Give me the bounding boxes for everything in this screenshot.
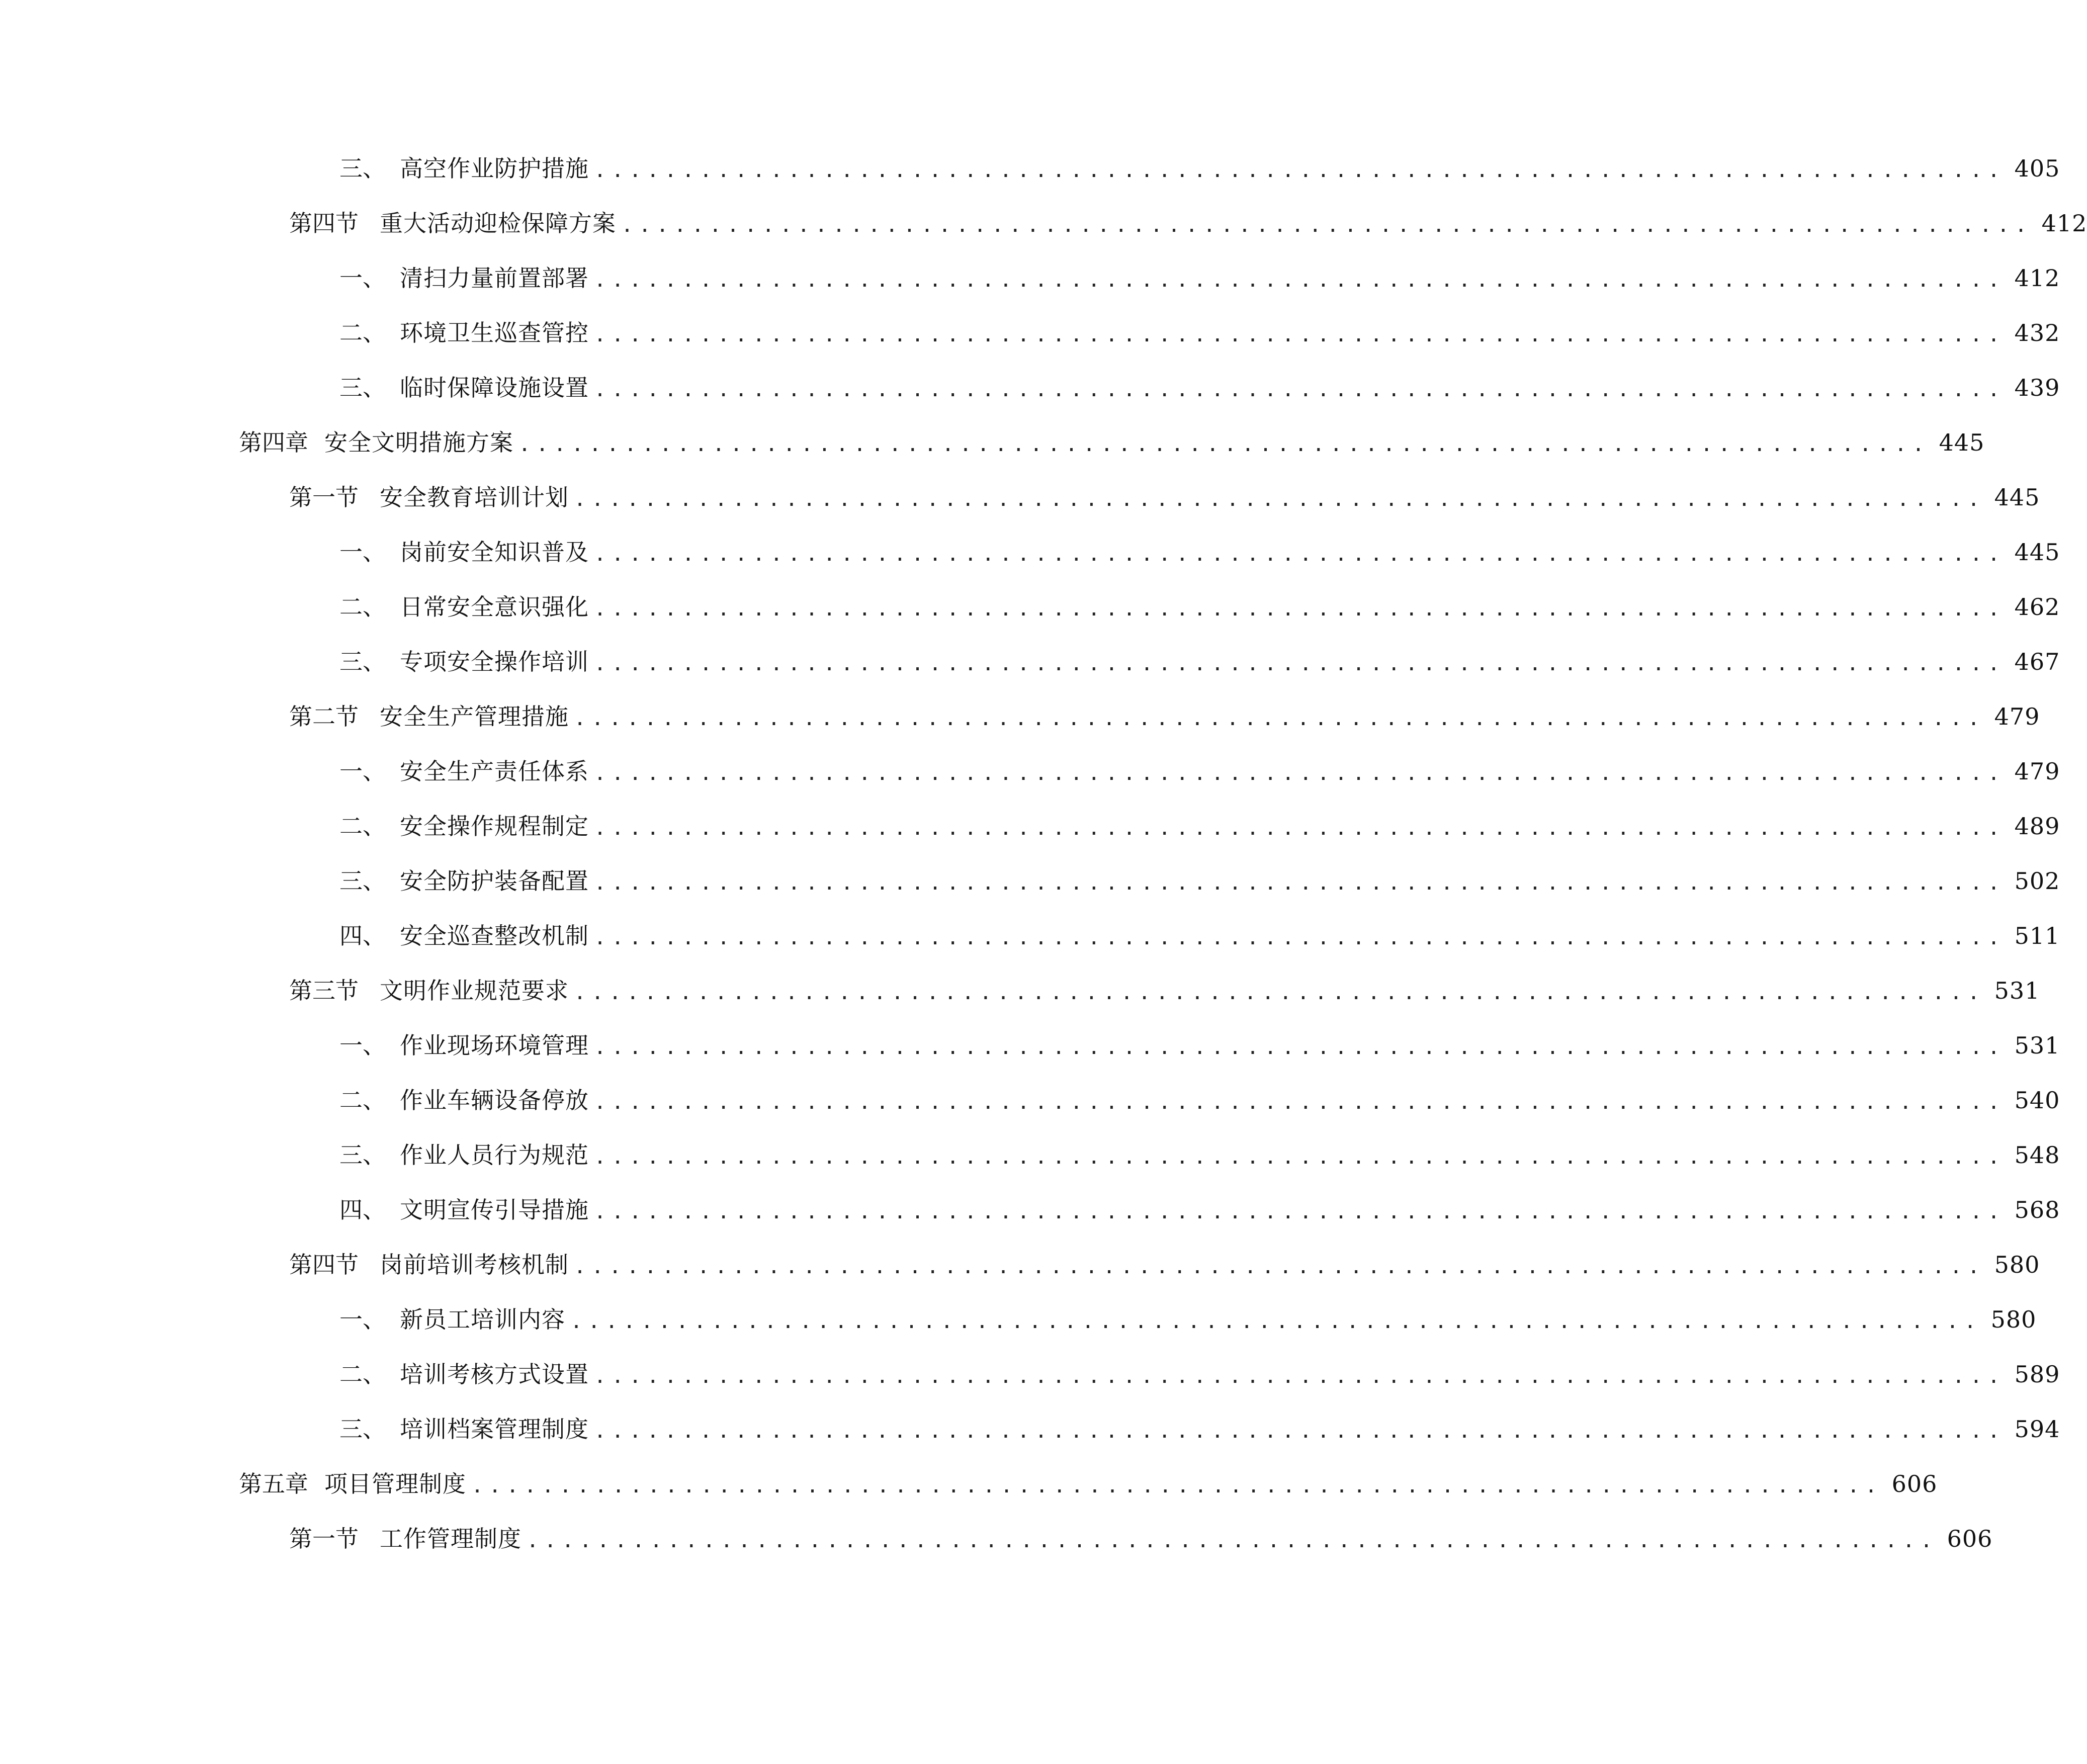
toc-entry-page: 502	[2014, 867, 2060, 895]
toc-leader-dots: ................................................................................	[574, 488, 1985, 511]
toc-entry-number: 三、	[339, 155, 386, 182]
toc-entry-number: 二、	[339, 593, 386, 621]
toc-leader-dots: ................................................................................	[594, 652, 2006, 675]
toc-entry-number: 一、	[339, 264, 386, 292]
toc-entry[interactable]	[339, 744, 2060, 799]
toc-entry-title: 安全操作规程制定	[400, 813, 589, 840]
toc-entry[interactable]	[339, 360, 2060, 415]
toc-entry[interactable]	[339, 579, 2060, 635]
toc-entry-title: 岗前培训考核机制	[380, 1251, 569, 1278]
toc-entry-number: 二、	[339, 319, 386, 346]
toc-entry[interactable]	[289, 1511, 1993, 1566]
toc-entry-page: 489	[2014, 813, 2060, 840]
toc-leader-dots: ................................................................................	[574, 707, 1985, 730]
toc-leader-dots: ................................................................................	[574, 1255, 1985, 1278]
toc-entry-title: 日常安全意识强化	[400, 593, 589, 621]
toc-entry-page: 511	[2014, 922, 2060, 949]
toc-entry-page: 531	[1994, 977, 2040, 1004]
toc-leader-dots: ................................................................................	[594, 1200, 2006, 1223]
toc-leader-dots: ................................................................................	[594, 1036, 2006, 1059]
toc-entry-title: 临时保障设施设置	[400, 374, 589, 401]
toc-entry-title: 安全文明措施方案	[324, 429, 513, 456]
toc-entry-number: 第五章	[239, 1470, 308, 1497]
toc-entry-page: 479	[2014, 758, 2060, 785]
toc-leader-dots: ................................................................................	[594, 762, 2006, 785]
toc-entry-number: 三、	[339, 1141, 386, 1169]
toc-entry-page: 445	[2014, 539, 2060, 566]
toc-entry-number: 三、	[339, 374, 386, 401]
toc-entry-title: 文明作业规范要求	[380, 977, 569, 1004]
toc-entry[interactable]	[289, 963, 2040, 1018]
toc-entry-title: 安全生产管理措施	[380, 703, 569, 730]
toc-entry-number: 第二节	[289, 703, 359, 730]
toc-leader-dots: ................................................................................	[594, 269, 2006, 292]
toc-entry[interactable]	[289, 470, 2040, 525]
toc-entry-number: 二、	[339, 1361, 386, 1388]
toc-entry-number: 第一节	[289, 484, 359, 511]
toc-leader-dots: ................................................................................	[594, 543, 2006, 566]
toc-leader-dots: ................................................................................	[594, 926, 2006, 949]
toc-entry-page: 606	[1947, 1525, 1993, 1552]
toc-leader-dots: ................................................................................	[621, 214, 2033, 237]
toc-leader-dots: ................................................................................	[594, 1420, 2006, 1443]
toc-entry-number: 第四章	[239, 429, 308, 456]
toc-entry[interactable]	[339, 524, 2060, 580]
toc-entry[interactable]	[339, 305, 2060, 361]
toc-entry-page: 432	[2014, 319, 2060, 346]
toc-leader-dots: ................................................................................	[594, 159, 2006, 182]
toc-entry[interactable]	[339, 1073, 2060, 1128]
toc-entry-title: 作业车辆设备停放	[400, 1087, 589, 1114]
toc-leader-dots: ................................................................................	[471, 1474, 1883, 1497]
toc-entry-title: 岗前安全知识普及	[400, 539, 589, 566]
toc-entry[interactable]	[339, 799, 2060, 854]
toc-entry-page: 439	[2014, 374, 2060, 401]
toc-entry[interactable]	[339, 250, 2060, 306]
toc-entry-title: 项目管理制度	[324, 1470, 466, 1497]
toc-entry-title: 作业人员行为规范	[400, 1141, 589, 1169]
toc-leader-dots: ................................................................................	[518, 433, 1930, 456]
toc-leader-dots: ................................................................................	[594, 1091, 2006, 1114]
toc-entry[interactable]	[339, 1347, 2060, 1402]
toc-entry[interactable]	[339, 141, 2060, 196]
toc-entry-title: 作业现场环境管理	[400, 1032, 589, 1059]
toc-entry-page: 580	[1990, 1306, 2037, 1333]
toc-entry-page: 594	[2014, 1416, 2060, 1443]
toc-entry-page: 412	[2014, 264, 2060, 292]
toc-entry-page: 405	[2014, 155, 2060, 182]
toc-entry-title: 培训档案管理制度	[400, 1416, 589, 1443]
toc-entry-number: 二、	[339, 813, 386, 840]
toc-entry[interactable]	[339, 1127, 2060, 1183]
toc-entry[interactable]	[289, 1237, 2040, 1292]
toc-entry-page: 462	[2014, 593, 2060, 621]
toc-entry-page: 467	[2014, 648, 2060, 675]
toc-entry-page: 606	[1891, 1470, 1938, 1497]
toc-entry-number: 三、	[339, 648, 386, 675]
toc-entry[interactable]	[339, 1292, 2037, 1347]
toc-entry[interactable]	[339, 1182, 2060, 1238]
toc-entry-title: 安全生产责任体系	[400, 758, 589, 785]
toc-entry[interactable]	[239, 415, 1985, 470]
toc-entry-page: 540	[2014, 1087, 2060, 1114]
toc-entry-page: 531	[2014, 1032, 2060, 1059]
toc-entry-number: 一、	[339, 758, 386, 785]
toc-entry-title: 工作管理制度	[380, 1525, 521, 1552]
toc-entry-page: 445	[1994, 484, 2040, 511]
toc-entry-title: 安全教育培训计划	[380, 484, 569, 511]
toc-leader-dots: ................................................................................	[570, 1310, 1982, 1333]
toc-leader-dots: ................................................................................	[594, 597, 2006, 621]
toc-entry-title: 清扫力量前置部署	[400, 264, 589, 292]
toc-entry-page: 479	[1994, 703, 2040, 730]
toc-entry-title: 新员工培训内容	[400, 1306, 565, 1333]
toc-entry-title: 安全防护装备配置	[400, 867, 589, 895]
toc-entry-page: 589	[2014, 1361, 2060, 1388]
toc-entry-number: 一、	[339, 1032, 386, 1059]
toc-entry-page: 548	[2014, 1141, 2060, 1169]
toc-entry-title: 环境卫生巡查管控	[400, 319, 589, 346]
toc-entry[interactable]	[339, 1401, 2060, 1457]
toc-entry-title: 高空作业防护措施	[400, 155, 589, 182]
toc-leader-dots: ................................................................................	[594, 323, 2006, 346]
toc-leader-dots: ................................................................................	[527, 1529, 1938, 1552]
toc-leader-dots: ................................................................................	[594, 378, 2006, 401]
toc-entry-number: 四、	[339, 1196, 386, 1223]
toc-entry-number: 第三节	[289, 977, 359, 1004]
toc-leader-dots: ................................................................................	[594, 871, 2006, 895]
toc-entry-title: 重大活动迎检保障方案	[380, 210, 616, 237]
toc-entry[interactable]	[339, 908, 2060, 963]
toc-entry[interactable]	[289, 689, 2040, 744]
toc-entry-number: 第四节	[289, 210, 359, 237]
toc-entry-title: 专项安全操作培训	[400, 648, 589, 675]
toc-leader-dots: ................................................................................	[594, 817, 2006, 840]
toc-entry-number: 四、	[339, 922, 386, 949]
toc-entry-number: 二、	[339, 1087, 386, 1114]
toc-entry-number: 三、	[339, 1416, 386, 1443]
toc-entry[interactable]	[239, 1456, 1938, 1512]
toc-entry-number: 三、	[339, 867, 386, 895]
toc-leader-dots: ................................................................................	[594, 1365, 2006, 1388]
toc-entry-page: 445	[1939, 429, 1985, 456]
toc-entry-page: 580	[1994, 1251, 2040, 1278]
toc-entry-title: 培训考核方式设置	[400, 1361, 589, 1388]
toc-entry-title: 安全巡查整改机制	[400, 922, 589, 949]
toc-entry-page: 412	[2041, 210, 2087, 237]
toc-entry[interactable]	[289, 196, 2087, 251]
toc-entry-number: 第四节	[289, 1251, 359, 1278]
toc-leader-dots: ................................................................................	[594, 1145, 2006, 1169]
toc-entry-page: 568	[2014, 1196, 2060, 1223]
toc-entry-number: 第一节	[289, 1525, 359, 1552]
toc-leader-dots: ................................................................................	[574, 981, 1985, 1004]
toc-entry[interactable]	[339, 1018, 2060, 1073]
toc-entry[interactable]	[339, 853, 2060, 909]
toc-entry-title: 文明宣传引导措施	[400, 1196, 589, 1223]
toc-entry-number: 一、	[339, 539, 386, 566]
toc-entry[interactable]	[339, 634, 2060, 689]
toc-entry-number: 一、	[339, 1306, 386, 1333]
